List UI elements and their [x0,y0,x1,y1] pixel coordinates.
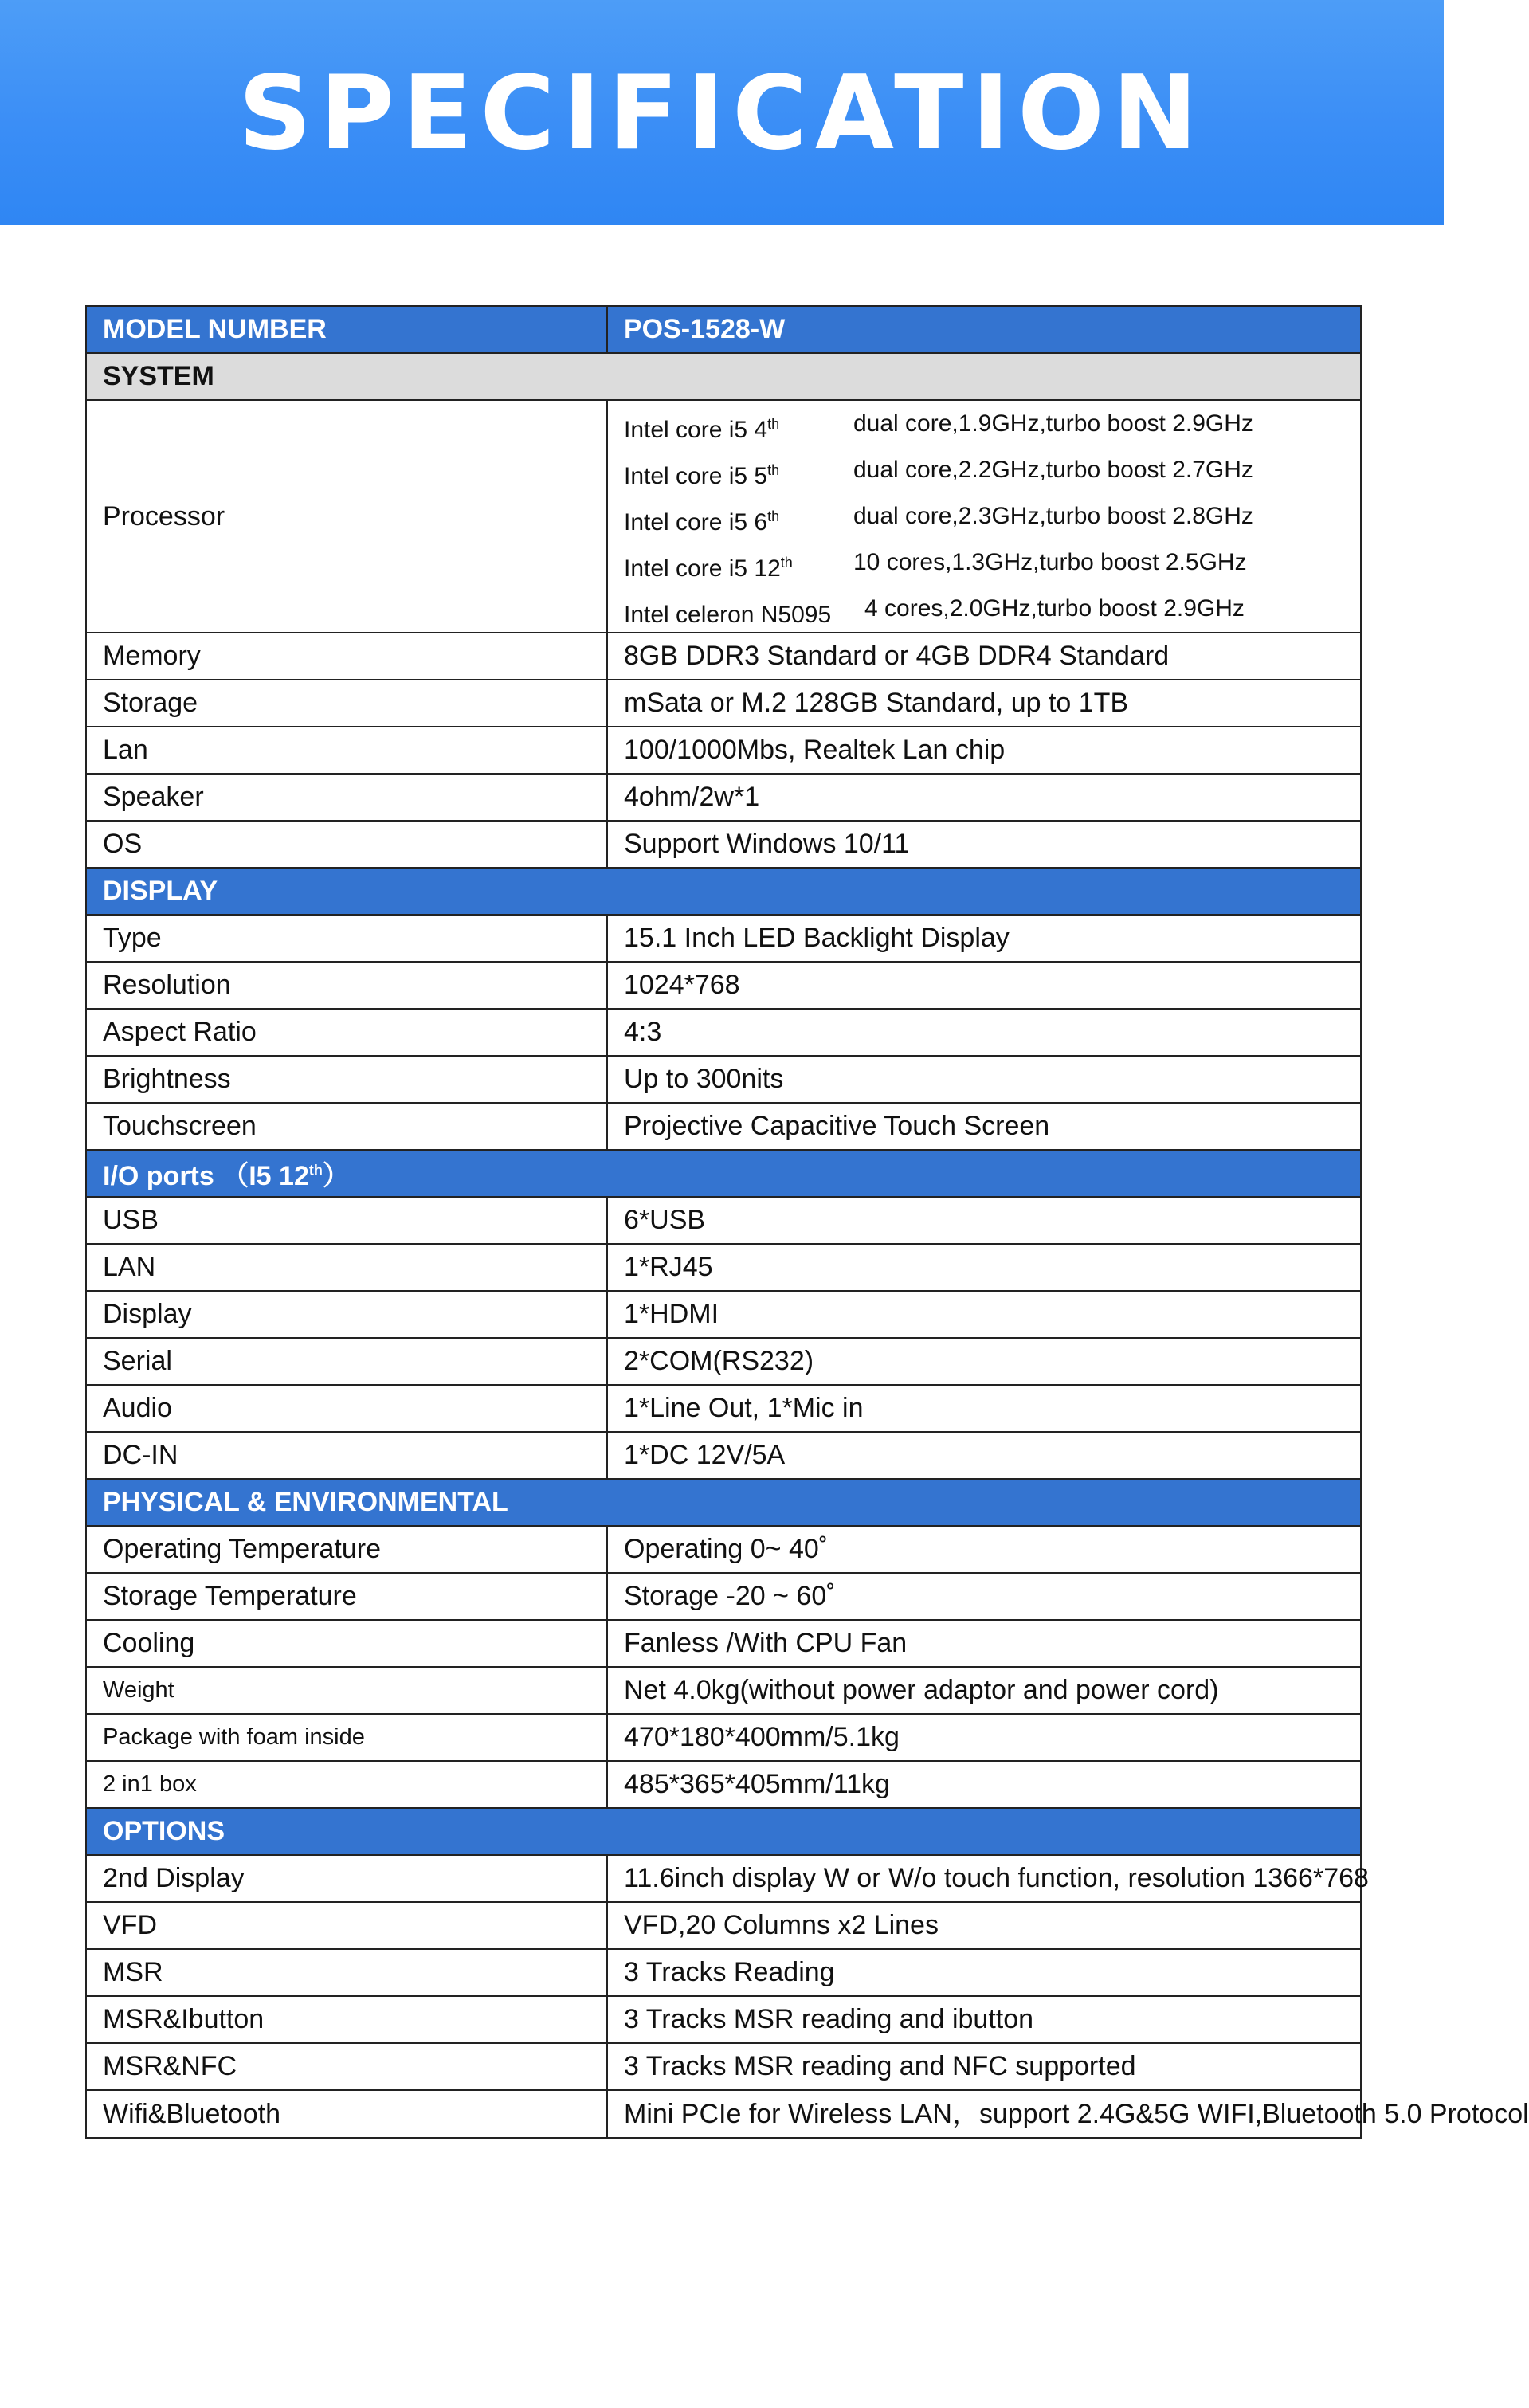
table-row: Resolution 1024*768 [86,962,1361,1009]
table-row: Operating Temperature Operating 0~ 40˚ [86,1526,1361,1573]
table-row: Serial 2*COM(RS232) [86,1338,1361,1385]
processor-item: Intel core i5 4th dual core,1.9GHz,turbo boost 2.9GHz [624,410,1253,443]
table-row: Speaker 4ohm/2w*1 [86,774,1361,821]
section-title: OPTIONS [86,1808,1361,1855]
processor-item: Intel core i5 5th dual core,2.2GHz,turbo boost 2.7GHz [624,457,1253,489]
table-row: Type 15.1 Inch LED Backlight Display [86,915,1361,962]
table-row: Aspect Ratio 4:3 [86,1009,1361,1056]
section-display [86,868,1361,915]
table-row: MSR&Ibutton 3 Tracks MSR reading and ibutton [86,1996,1361,2043]
table-row: USB 6*USB [86,1197,1361,1244]
processor-list [607,400,1361,633]
table-row: Storage Temperature Storage -20 ~ 60˚ [86,1573,1361,1620]
section-title: PHYSICAL & ENVIRONMENTAL [86,1479,1361,1526]
processor-item: Intel core i5 6th dual core,2.3GHz,turbo boost 2.8GHz [624,503,1253,535]
table-row: Weight Net 4.0kg(without power adaptor and power cord) [86,1667,1361,1714]
processor-label: Processor [86,400,607,633]
table-row: Package with foam inside 470*180*400mm/5.1kg [86,1714,1361,1761]
section-title: DISPLAY [86,868,1361,915]
table-row: Cooling Fanless /With CPU Fan [86,1620,1361,1667]
section-title: SYSTEM [86,353,1361,400]
table-row: OS Support Windows 10/11 [86,821,1361,868]
table-row: Touchscreen Projective Capacitive Touch Screen [86,1103,1361,1150]
table-row [86,400,1361,633]
table-row: LAN 1*RJ45 [86,1244,1361,1291]
processor-item: Intel celeron N5095 4 cores,2.0GHz,turbo boost 2.9GHz [624,595,1245,628]
model-value: POS-1528-W [607,306,1361,353]
table-row: Audio 1*Line Out, 1*Mic in [86,1385,1361,1432]
table-row: Display 1*HDMI [86,1291,1361,1338]
table-row: MSR 3 Tracks Reading [86,1949,1361,1996]
model-label: MODEL NUMBER [86,306,607,353]
processor-item: Intel core i5 12th 10 cores,1.3GHz,turbo boost 2.5GHz [624,549,1247,582]
table-row: MSR&NFC 3 Tracks MSR reading and NFC supported [86,2043,1361,2090]
section-physical [86,1479,1361,1526]
table-row: Storage mSata or M.2 128GB Standard, up to 1TB [86,680,1361,727]
table-row: Wifi&Bluetooth Mini PCIe for Wireless LAN，support 2.4G&5G WIFI,Bluetooth 5.0 Protocol [86,2090,1361,2138]
spec-table [85,305,1529,2139]
table-row: Brightness Up to 300nits [86,1056,1361,1103]
table-row: Lan 100/1000Mbs, Realtek Lan chip [86,727,1361,774]
section-title: I/O ports （I5 12th） [86,1150,1361,1197]
section-system [86,353,1361,400]
table-row: DC-IN 1*DC 12V/5A [86,1432,1361,1479]
table-row: 2nd Display 11.6inch display W or W/o touch function, resolution 1366*768 [86,1855,1361,1902]
section-options [86,1808,1361,1855]
table-row: 2 in1 box 485*365*405mm/11kg [86,1761,1361,1808]
header-banner [0,0,1444,225]
table-row: Memory 8GB DDR3 Standard or 4GB DDR4 Standard [86,633,1361,680]
model-row [86,306,1361,353]
section-io-ports [86,1150,1361,1197]
table-row: VFD VFD,20 Columns x2 Lines [86,1902,1361,1949]
page-title: SPECIFICATION [238,54,1206,173]
